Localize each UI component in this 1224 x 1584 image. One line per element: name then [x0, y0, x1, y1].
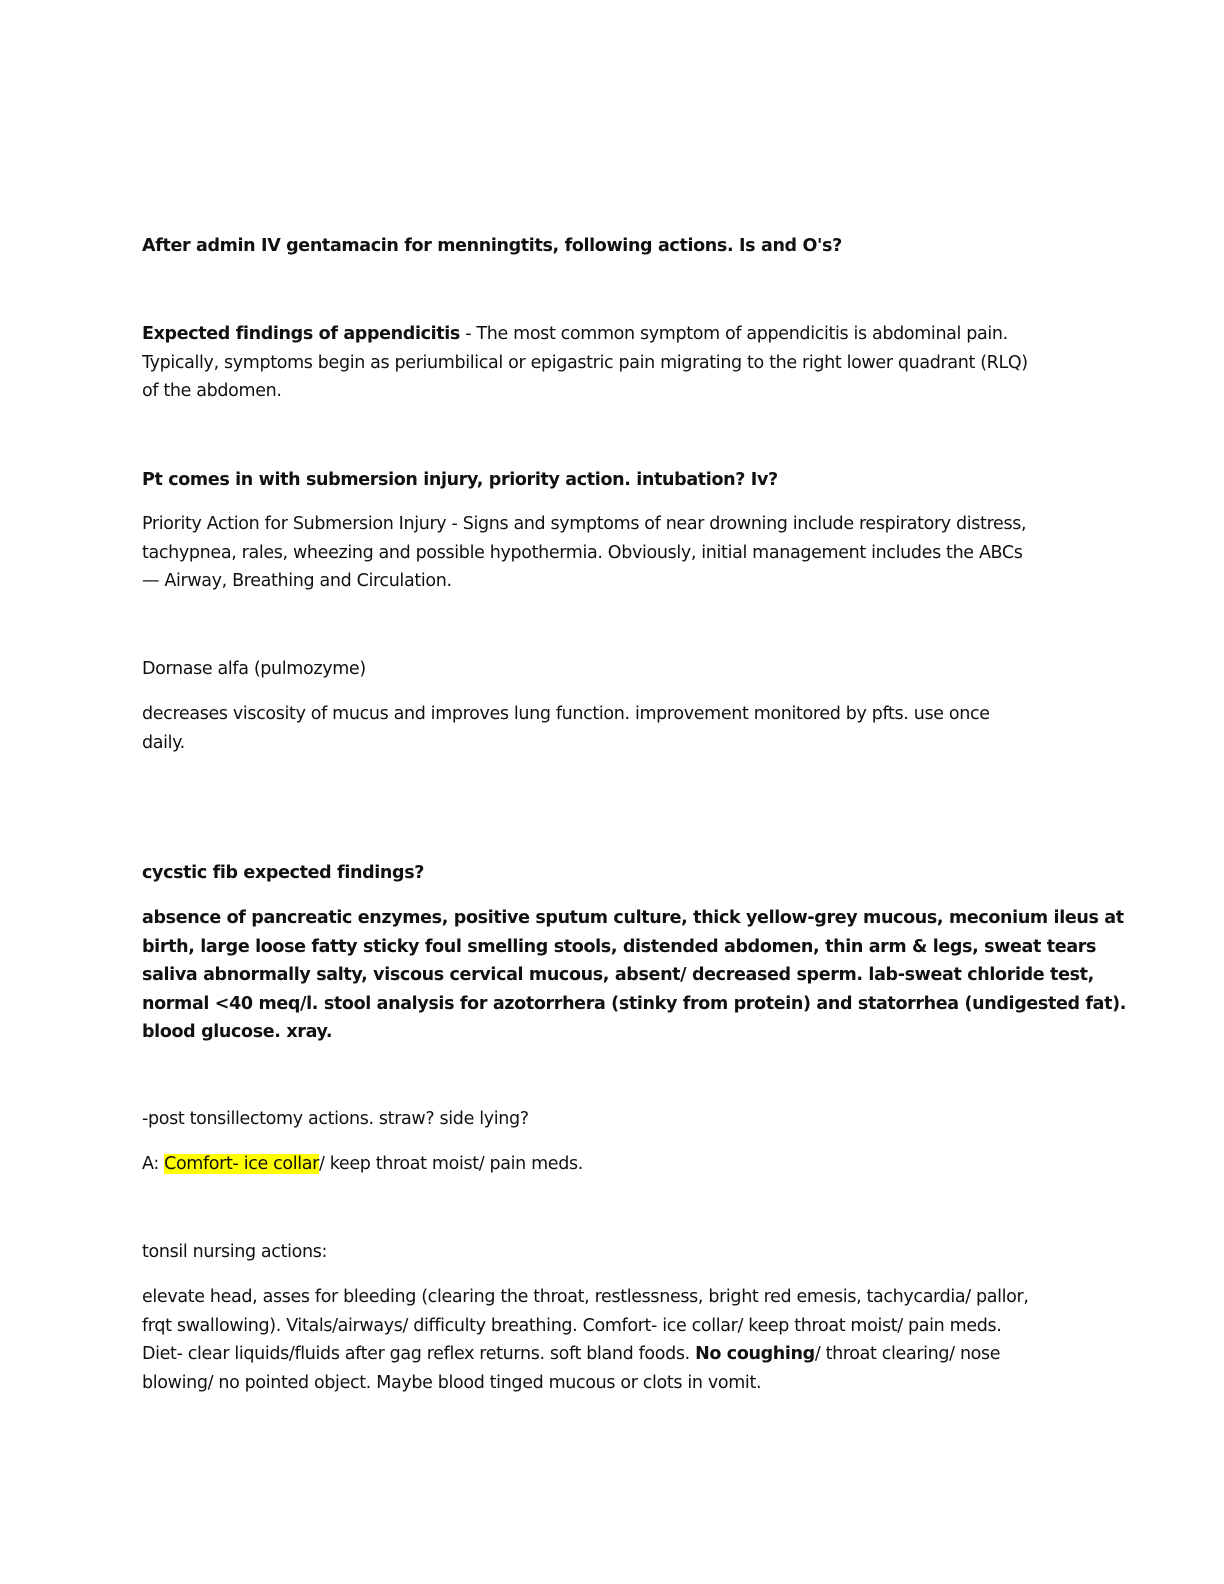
no-coughing-emphasis: No coughing [695, 1344, 815, 1364]
highlighted-text: Comfort- ice collar [164, 1154, 319, 1174]
question-gentamicin: After admin IV gentamacin for menningtits, following actions. Is and O's? [142, 236, 842, 256]
heading-dornase: Dornase alfa (pulmozyme) [142, 659, 366, 679]
question-cystic-fibrosis: cycstic fib expected findings? [142, 863, 425, 883]
question-submersion: Pt comes in with submersion injury, priority action. intubation? Iv? [142, 470, 778, 490]
paragraph-submersion: Priority Action for Submersion Injury - Signs and symptoms of near drowning include respiratory distress, tachypnea, rales, wheezing and possible hypothermia. Obviously, initial management includes the ABCs — Airway, Breathing and Circulation. [142, 514, 1027, 591]
paragraph-dornase: decreases viscosity of mucus and improves lung function. improvement monitored by pfts. use once daily. [142, 704, 990, 753]
appendicitis-label: Expected findings of appendicitis [142, 324, 461, 344]
paragraph-cystic-fibrosis: absence of pancreatic enzymes, positive sputum culture, thick yellow-grey mucous, meconium ileus at birth, large loose fatty sticky foul smelling stools, distended abdomen, thin arm & legs, sweat tears saliva abnormally salty, viscous cervical mucous, absent/ decreased sperm. lab-sweat chloride test, normal <40 meq/l. stool analysis for azotorrhera (stinky from protein) and statorrhea (undigested fat). blood glucose. xray. [142, 908, 1127, 1042]
answer-tonsillectomy: A: Comfort- ice collar/ keep throat moist/ pain meds. [142, 1154, 583, 1174]
document-page [142, 0, 1127, 1584]
heading-tonsil-nursing: tonsil nursing actions: [142, 1242, 328, 1262]
question-tonsillectomy: -post tonsillectomy actions. straw? side lying? [142, 1109, 529, 1129]
paragraph-appendicitis: Expected findings of appendicitis - The most common symptom of appendicitis is abdominal pain. Typically, symptoms begin as periumbilical or epigastric pain migrating to the right lower quadrant (RLQ) of the abdomen. [142, 324, 1028, 401]
paragraph-tonsil-nursing: elevate head, asses for bleeding (clearing the throat, restlessness, bright red emesis, tachycardia/ pallor, frqt swallowing). Vitals/airways/ difficulty breathing. Comfort- ice collar/ keep throat moist/ pain meds. Diet- clear liquids/fluids after gag reflex returns. soft bland foods. No coughing/ throat clearing/ nose blowing/ no pointed object. Maybe blood tinged mucous or clots in vomit. [142, 1287, 1029, 1393]
